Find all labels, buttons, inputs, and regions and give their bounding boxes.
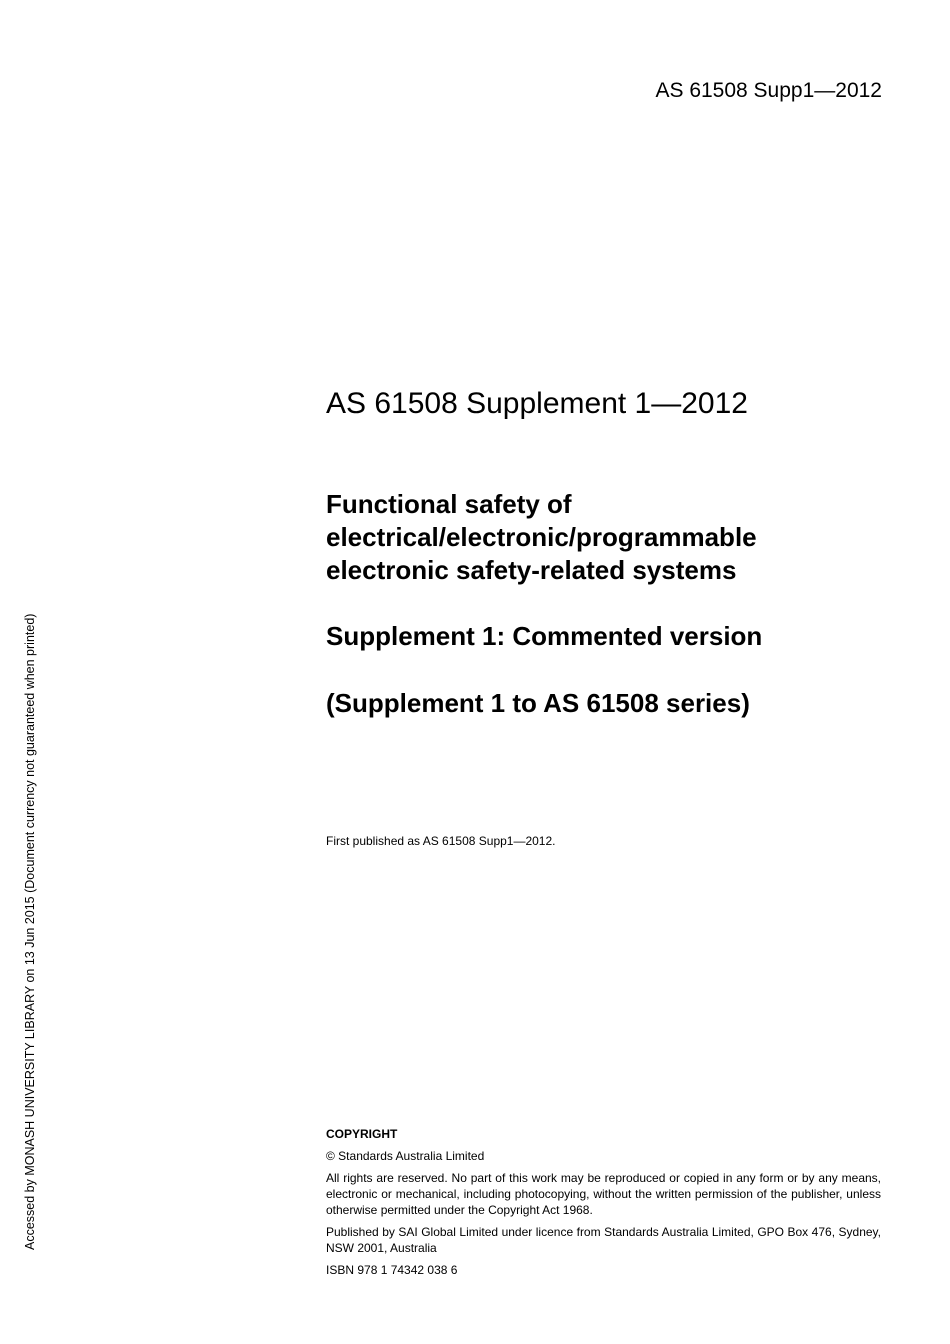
supplement-title: Supplement 1: Commented version <box>326 621 763 651</box>
document-subject <box>326 488 886 587</box>
subject-line: Functional safety of <box>326 489 572 519</box>
rights-statement: All rights are reserved. No part of this work may be reproduced or copied in any form or by any means, electronic or mechanical, including photocopying, without the written permission of the publisher, unless otherwise permitted under the Copyright Act 1968. <box>326 1171 881 1217</box>
document-title: AS 61508 Supplement 1—2012 <box>326 387 748 420</box>
copyright-block <box>326 1126 881 1284</box>
first-published-note: First published as AS 61508 Supp1—2012. <box>326 834 556 848</box>
header-reference: AS 61508 Supp1—2012 <box>655 79 882 102</box>
copyright-owner: © Standards Australia Limited <box>326 1149 485 1163</box>
copyright-heading: COPYRIGHT <box>326 1127 398 1141</box>
subject-line: electronic safety-related systems <box>326 555 737 585</box>
subject-line: electrical/electronic/programmable <box>326 522 757 552</box>
isbn: ISBN 978 1 74342 038 6 <box>326 1263 458 1277</box>
series-note: (Supplement 1 to AS 61508 series) <box>326 688 750 718</box>
access-watermark-note: Accessed by MONASH UNIVERSITY LIBRARY on 13 Jun 2015 (Document currency not guaranteed when printed) <box>23 613 37 1250</box>
publisher-statement: Published by SAI Global Limited under licence from Standards Australia Limited, GPO Box 476, Sydney, NSW 2001, Australia <box>326 1225 881 1255</box>
